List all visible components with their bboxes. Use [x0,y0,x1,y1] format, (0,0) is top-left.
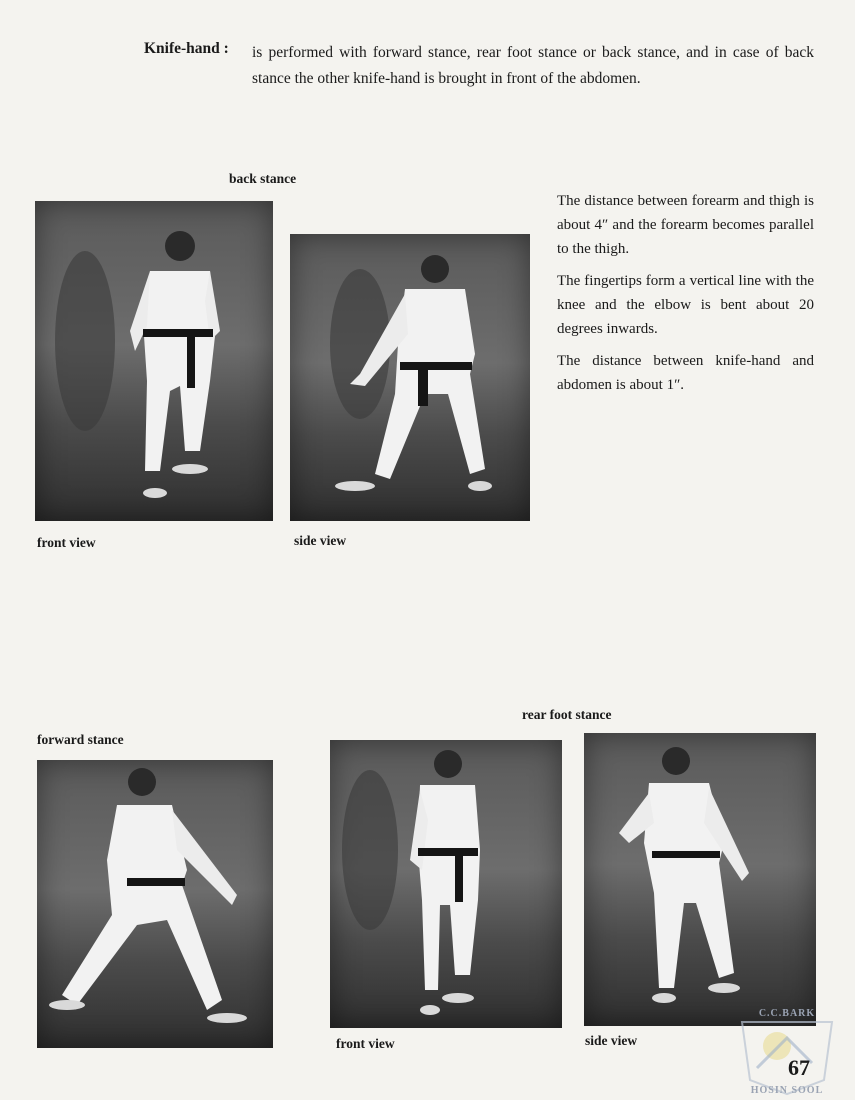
note-abdomen-distance: The distance between knife-hand and abdomen is about 1″. [557,353,814,393]
photo-rear-foot-stance-front [330,740,562,1028]
back-stance-front-caption: front view [37,535,96,550]
photo-back-stance-front [35,201,273,521]
rear-foot-stance-side-caption: side view [585,1033,638,1048]
watermark-top-text: C.C.BARK [758,1008,816,1019]
back-stance-side-caption: side view [294,533,347,548]
rear-foot-stance-front-caption: front view [336,1036,395,1051]
page-number: 67 [788,1055,810,1080]
hosin-sool-watermark-emblem [732,1008,842,1096]
term-knife-hand: Knife-hand : [144,40,229,57]
term-description: is performed with forward stance, rear foot stance or back stance, and in case of back stance the other knife-hand is brought in front of the abdomen. [252,44,814,87]
back-stance-heading: back stance [229,171,297,186]
stance-notes [557,189,814,405]
photo-rear-foot-stance-side [584,733,816,1026]
forward-stance-heading: forward stance [37,732,124,747]
note-forearm-distance: The distance between forearm and thigh is about 4″ and the forearm becomes parallel to the thigh. [557,193,814,257]
note-fingertips: The fingertips form a vertical line with the knee and the elbow is bent about 20 degrees inwards. [557,273,814,337]
rear-foot-stance-heading: rear foot stance [522,707,612,722]
photo-forward-stance [37,760,273,1048]
watermark-bottom-text: HOSIN SOOL [750,1085,824,1096]
photo-back-stance-side [290,234,530,521]
